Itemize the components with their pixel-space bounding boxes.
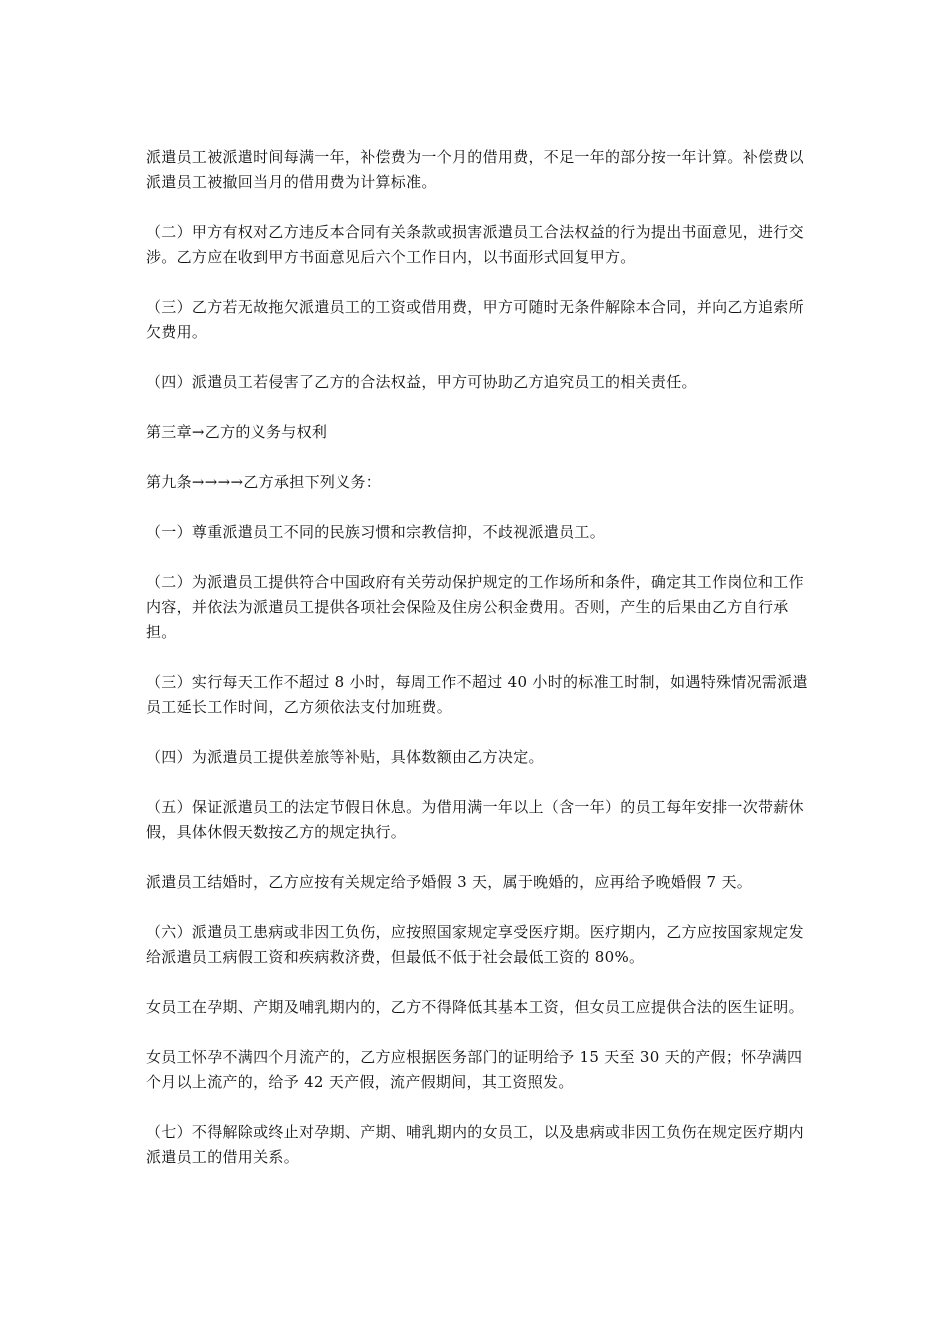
- paragraph-clause-2: （二）甲方有权对乙方违反本合同有关条款或损害派遣员工合法权益的行为提出书面意见，进行交涉。乙方应在收到甲方书面意见后六个工作日内，以书面形式回复甲方。: [146, 223, 804, 266]
- miscarriage-leave: 女员工怀孕不满四个月流产的，乙方应根据医务部门的证明给予 15 天至 30 天的产假；怀孕满四个月以上流产的，给予 42 天产假，流产假期间，其工资照发。: [146, 1048, 803, 1091]
- document-body: [146, 145, 808, 1195]
- article-heading: 第九条→→→→乙方承担下列义务：: [146, 473, 382, 491]
- paragraph-clause-3: （三）乙方若无故拖欠派遣员工的工资或借用费，甲方可随时无条件解除本合同，并向乙方追索所欠费用。: [146, 298, 804, 341]
- obligation-6: （六）派遣员工患病或非因工负伤，应按照国家规定享受医疗期。医疗期内，乙方应按国家规定发给派遣员工病假工资和疾病救济费，但最低不低于社会最低工资的 80%。: [146, 923, 804, 966]
- paragraph-compensation: 派遣员工被派遣时间每满一年，补偿费为一个月的借用费，不足一年的部分按一年计算。补偿费以派遣员工被撤回当月的借用费为计算标准。: [146, 148, 804, 191]
- female-employee-wages: 女员工在孕期、产期及哺乳期内的，乙方不得降低其基本工资，但女员工应提供合法的医生证明。: [146, 998, 804, 1016]
- obligation-3: （三）实行每天工作不超过 8 小时，每周工作不超过 40 小时的标准工时制，如遇特殊情况需派遣员工延长工作时间，乙方须依法支付加班费。: [146, 673, 808, 716]
- obligation-4: （四）为派遣员工提供差旅等补贴，具体数额由乙方决定。: [146, 748, 544, 766]
- obligation-7: （七）不得解除或终止对孕期、产期、哺乳期内的女员工，以及患病或非因工负伤在规定医疗期内派遣员工的借用关系。: [146, 1123, 804, 1166]
- paragraph-clause-4: （四）派遣员工若侵害了乙方的合法权益，甲方可协助乙方追究员工的相关责任。: [146, 373, 697, 391]
- obligation-1: （一）尊重派遣员工不同的民族习惯和宗教信抑，不歧视派遣员工。: [146, 523, 606, 541]
- chapter-heading: 第三章→乙方的义务与权利: [146, 423, 328, 441]
- obligation-2: （二）为派遣员工提供符合中国政府有关劳动保护规定的工作场所和条件，确定其工作岗位和工作内容，并依法为派遣员工提供各项社会保险及住房公积金费用。否则，产生的后果由乙方自行承担。: [146, 573, 804, 641]
- obligation-5: （五）保证派遣员工的法定节假日休息。为借用满一年以上（含一年）的员工每年安排一次带薪休假，具体休假天数按乙方的规定执行。: [146, 798, 804, 841]
- marriage-leave: 派遣员工结婚时，乙方应按有关规定给予婚假 3 天，属于晚婚的，应再给予晚婚假 7 天。: [146, 873, 753, 891]
